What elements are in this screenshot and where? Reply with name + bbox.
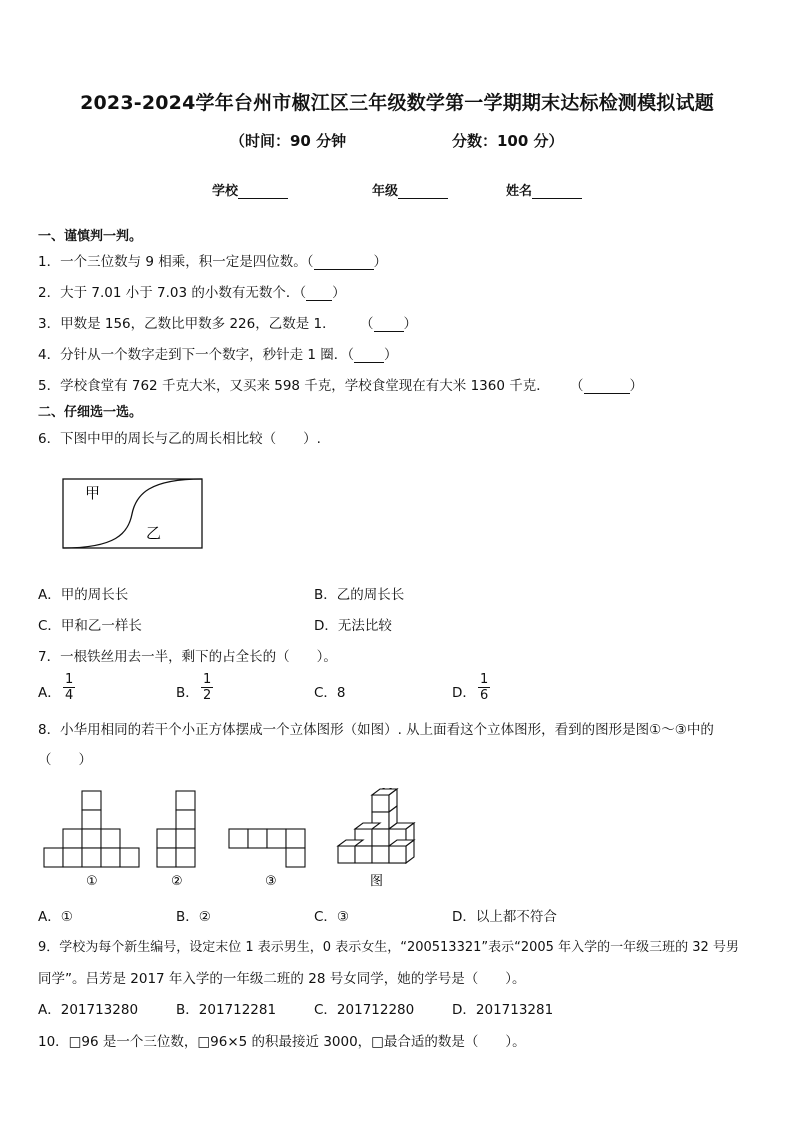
q9-option-c[interactable]: C．201712280 xyxy=(314,1002,415,1018)
q7-option-d-label[interactable]: D． xyxy=(452,685,476,701)
grade-field[interactable] xyxy=(372,180,448,199)
judge-item-3-answer: （ ） xyxy=(360,316,417,332)
grade-label: 年级 xyxy=(372,184,399,199)
q9-option-d[interactable]: D．201713281 xyxy=(452,1002,554,1018)
q9-option-a[interactable]: A．201713280 xyxy=(38,1002,139,1018)
q8-option-c[interactable]: C．③ xyxy=(314,909,350,925)
exam-time: （时间：90 分钟 xyxy=(230,132,347,150)
question-9-line2: 同学”。吕芳是 2017 年入学的一年级二班的 28 号女同学，她的学号是（ ）。 xyxy=(38,971,526,987)
q8-figures xyxy=(40,788,420,893)
question-10-stem: 10．□96 是一个三位数，□96×5 的积最接近 3000，□最合适的数是（ ）。 xyxy=(38,1034,526,1050)
q6-option-a[interactable]: A．甲的周长长 xyxy=(38,587,129,603)
q8-figure-1 xyxy=(44,791,139,867)
judge-item-2: 2．大于 7.01 小于 7.03 的小数有无数个．（ ） xyxy=(38,285,346,301)
name-label: 姓名 xyxy=(506,184,533,199)
q6-option-c[interactable]: C．甲和乙一样长 xyxy=(38,618,142,634)
q7-option-a-fraction[interactable]: $\frac{1}{4}$ xyxy=(65,672,74,703)
q6-option-b[interactable]: B．乙的周长长 xyxy=(314,587,405,603)
q8-caption-2: ② xyxy=(171,874,183,889)
judge-item-5-answer: （ ） xyxy=(570,378,643,394)
q8-solid-figure xyxy=(338,788,414,863)
question-8-paren: （ ） xyxy=(38,752,92,768)
judge-item-1: 1．一个三位数与 9 相乘，积一定是四位数。（ ） xyxy=(38,254,388,270)
q7-option-d-fraction[interactable]: $\frac{1}{6}$ xyxy=(480,672,489,703)
q8-option-d[interactable]: D．以上都不符合 xyxy=(452,909,557,925)
section2-title: 二、仔细选一选。 xyxy=(38,405,143,420)
school-label: 学校 xyxy=(212,184,239,199)
answer-blank[interactable] xyxy=(374,317,404,332)
q9-option-b[interactable]: B．201712281 xyxy=(176,1002,277,1018)
q7-option-a-label[interactable]: A． xyxy=(38,685,61,701)
q8-option-a[interactable]: A．① xyxy=(38,909,73,925)
answer-blank[interactable] xyxy=(584,379,630,394)
q6-label-jia: 甲 xyxy=(85,484,101,502)
section1-title: 一、谨慎判一判。 xyxy=(38,229,143,244)
q8-figure-2 xyxy=(157,791,195,867)
q7-option-b-label[interactable]: B． xyxy=(176,685,199,701)
q7-option-c[interactable]: C．8 xyxy=(314,685,346,701)
q6-option-d[interactable]: D．无法比较 xyxy=(314,618,392,634)
question-8-stem: 8．小华用相同的若干个小正方体摆成一个立体图形（如图）. 从上面看这个立体图形，看到的图形是图①～③中的 xyxy=(38,722,714,738)
q8-caption-1: ① xyxy=(86,874,98,889)
judge-item-3: 3．甲数是 156，乙数比甲数多 226，乙数是 1． xyxy=(38,316,336,332)
question-9-line1: 9．学校为每个新生编号，设定末位 1 表示男生，0 表示女生，“200513321”表示“2005 年入学的一年级三班的 32 号男 xyxy=(38,940,739,955)
q8-option-b[interactable]: B．② xyxy=(176,909,211,925)
judge-item-5: 5．学校食堂有 762 千克大米，又买来 598 千克，学校食堂现在有大米 1360 千克． xyxy=(38,378,550,394)
page-title: 2023-2024学年台州市椒江区三年级数学第一学期期末达标检测模拟试题 xyxy=(80,92,714,114)
q6-curve xyxy=(63,479,202,548)
question-6-stem: 6．下图中甲的周长与乙的周长相比较（ ）. xyxy=(38,431,321,447)
q7-option-b-fraction[interactable]: $\frac{1}{2}$ xyxy=(203,672,212,703)
question-7-stem: 7．一根铁丝用去一半，剩下的占全长的（ ）。 xyxy=(38,649,337,665)
q6-label-yi: 乙 xyxy=(146,524,162,542)
school-field[interactable] xyxy=(212,180,288,199)
q6-figure xyxy=(60,476,205,550)
q8-caption-solid: 图 xyxy=(370,874,384,889)
judge-item-4: 4．分针从一个数字走到下一个数字，秒针走 1 圈．（ ） xyxy=(38,347,398,363)
q8-figure-3 xyxy=(229,829,305,867)
exam-score: 分数：100 分） xyxy=(452,132,564,150)
name-field[interactable] xyxy=(506,180,582,199)
q8-caption-3: ③ xyxy=(265,874,277,889)
answer-blank[interactable] xyxy=(306,286,332,301)
answer-blank[interactable] xyxy=(314,255,374,270)
answer-blank[interactable] xyxy=(354,348,384,363)
